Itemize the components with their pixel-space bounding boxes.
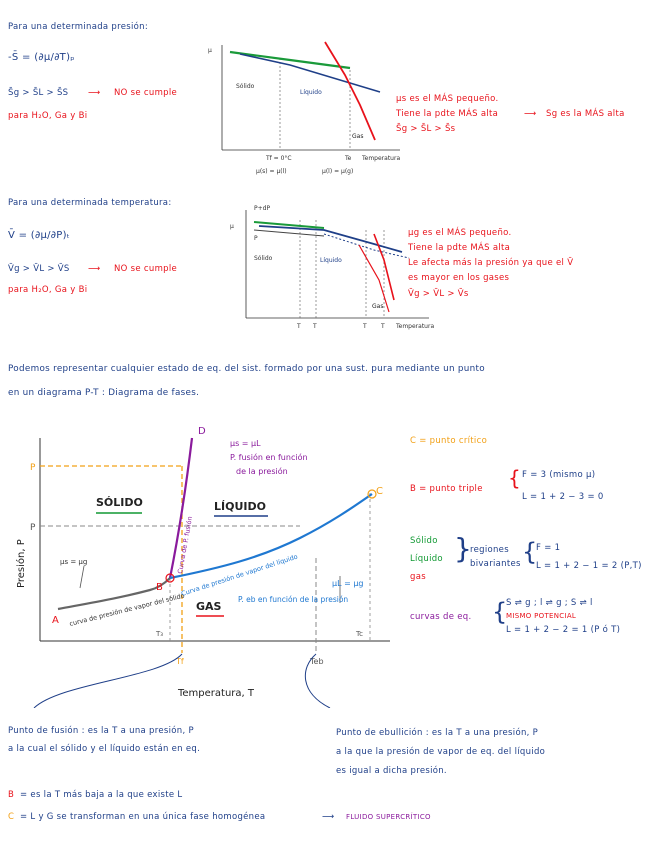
phase-fusion-note3: de la presión — [236, 467, 288, 476]
section2-intro: Para una determinada temperatura: — [8, 198, 172, 208]
plot1-tick-tf: Tf = 0°C — [266, 155, 292, 162]
phase-fusion-curve-label: Curva de P. fusión — [176, 515, 195, 575]
plot2-liquid-label: Líquido — [320, 257, 342, 264]
phase-ylabel: Presión, P — [16, 539, 27, 588]
phase-fusion-note2: P. fusión en función — [230, 453, 308, 462]
section2-not-fulfilled: NO se cumple — [114, 264, 178, 274]
plot1-eq2: μ(l) = μ(g) — [322, 168, 354, 175]
phase-point-d: D — [198, 426, 206, 437]
legend-regions-brace: } — [454, 532, 473, 565]
legend-regions-f: F = 1 — [536, 543, 561, 553]
phase-teb: Teb — [310, 657, 324, 666]
plot1-solid-label: Sólido — [236, 83, 255, 90]
legend-curves-pot: MISMO POTENCIAL — [506, 612, 577, 620]
phase-xlabel: Temperatura, T — [178, 688, 255, 699]
phase-point-c: C — [376, 486, 383, 497]
plot2-tick-4: T — [381, 323, 385, 330]
footer-boil3: es igual a dicha presión. — [336, 766, 447, 776]
section2-exceptions: para H₂O, Ga y Bi — [8, 285, 88, 295]
phase-point-b: B — [156, 582, 163, 593]
mu-vs-t-plot-2 — [224, 200, 444, 340]
mu-vs-t-plot-1 — [200, 40, 410, 180]
section1-intro: Para una determinada presión: — [8, 22, 148, 32]
phase-diagram — [0, 418, 420, 708]
legend-b-f: F = 3 (mismo μ) — [522, 470, 596, 480]
legend-regions-label2: bivariantes — [470, 559, 521, 569]
legend-regions-label1: regiones — [470, 545, 509, 555]
phase-liquid-label: LÍQUIDO — [214, 500, 266, 513]
section1-arrow: ⟶ — [88, 88, 101, 98]
plot2-tick-1: T — [297, 323, 301, 330]
legend-regions-brace2: { — [522, 538, 538, 566]
footer-b-def: = es la T más baja a la que existe L — [20, 790, 183, 800]
paragraph-line2: en un diagrama P-T : Diagrama de fases. — [8, 388, 200, 398]
note2-line5: V̄g > V̄L > V̄s — [408, 289, 469, 299]
phase-p-upper: P — [30, 463, 36, 473]
note1-line1: μs es el MÁS pequeño. — [396, 94, 499, 104]
phase-ml-mg: μL = μg — [332, 579, 364, 588]
paragraph-line1: Podemos representar cualquier estado de eq. del sist. formado por una sust. pura mediante un punto — [8, 364, 485, 374]
legend-b-l: L = 1 + 2 − 3 = 0 — [522, 492, 604, 502]
section1-exceptions: para H₂O, Ga y Bi — [8, 111, 88, 121]
plot2-tick-3: T — [363, 323, 367, 330]
footer-b-letter: B — [8, 790, 15, 800]
phase-ms-mg: μs = μg — [60, 558, 88, 566]
plot1-tick-te: Te — [345, 155, 352, 162]
phase-point-a: A — [52, 615, 59, 626]
note1-arrow: ⟶ — [524, 109, 537, 119]
legend-b-line: B = punto triple — [410, 484, 483, 494]
footer-c-letter: C — [8, 812, 15, 822]
section2-formula: V̄ = (∂μ/∂P)ₜ — [8, 230, 71, 241]
footer-fusion2: a la cual el sólido y el líquido están en eq. — [8, 744, 201, 754]
plot2-p-label: P — [254, 235, 258, 242]
legend-b-brace: { — [508, 466, 522, 490]
plot1-ylabel: μ — [208, 47, 212, 54]
section2-inequality: V̄g > V̄L > V̄S — [8, 264, 70, 274]
note2-line3: Le afecta más la presión ya que el V̄ — [408, 258, 574, 268]
legend-regions-l: L = 1 + 2 − 1 = 2 (P,T) — [536, 561, 642, 571]
plot2-gas-label: Gas — [372, 303, 384, 310]
note1-line2b: Sg es la MÁS alta — [546, 109, 625, 119]
phase-t3: T₃ — [156, 630, 164, 638]
plot1-eq1: μ(s) = μ(l) — [256, 168, 287, 175]
note2-line2: Tiene la pdte MÁS alta — [408, 243, 511, 253]
plot1-xlabel: Temperatura — [362, 155, 401, 162]
phase-gas-label: GAS — [196, 600, 222, 613]
footer-boil1: Punto de ebullición : es la T a una presión, P — [336, 728, 539, 738]
note2-line4: es mayor en los gases — [408, 273, 510, 283]
phase-sublimation-curve-label: curva de presión de vapor del sólido — [68, 591, 186, 628]
legend-curves-label: curvas de eq. — [410, 612, 472, 622]
plot1-liquid-label: Líquido — [300, 89, 322, 96]
note1-line2: Tiene la pdte MÁS alta — [396, 109, 499, 119]
plot2-solid-label: Sólido — [254, 255, 273, 262]
legend-curves-eq: S ⇌ g ; l ⇌ g ; S ⇌ l — [506, 598, 593, 608]
legend-region-gas: gas — [410, 572, 426, 582]
note1-line3: S̄g > S̄L > S̄s — [396, 124, 456, 134]
legend-c-line: C = punto crítico — [410, 436, 488, 446]
plot1-gas-label: Gas — [352, 133, 364, 140]
phase-tc: Tc — [356, 630, 363, 638]
footer-c-result: FLUIDO SUPERCRÍTICO — [346, 813, 431, 821]
phase-fusion-note1: μs = μL — [230, 439, 261, 448]
phase-vapor-curve-label: Curva de presión de vapor del líquido — [180, 552, 299, 598]
plot2-top-label: P+dP — [254, 205, 271, 212]
section1-formula: -S̄ = (∂μ/∂T)ₚ — [8, 52, 75, 63]
section1-inequality: S̄g > S̄L > S̄S — [8, 88, 69, 98]
plot2-tick-2: T — [313, 323, 317, 330]
footer-fusion1: Punto de fusión : es la T a una presión, P — [8, 726, 194, 736]
phase-boiling-note: P. eb en función de la presión — [238, 595, 349, 604]
section2-arrow: ⟶ — [88, 264, 101, 274]
footer-c-def: = L y G se transforman en una única fase homogénea — [20, 812, 266, 822]
legend-region-solid: Sólido — [410, 536, 438, 546]
legend-curves-l: L = 1 + 2 − 2 = 1 (P ó T) — [506, 625, 621, 635]
plot2-ylabel: μ — [230, 223, 234, 230]
phase-solid-label: SÓLIDO — [96, 496, 143, 509]
phase-tf: Tf — [176, 657, 184, 666]
phase-p-mid: P — [30, 523, 36, 533]
plot2-xlabel: Temperatura — [396, 323, 435, 330]
legend-curves-brace: { — [492, 598, 508, 626]
footer-c-arrow: ⟶ — [322, 812, 335, 822]
section1-not-fulfilled: NO se cumple — [114, 88, 178, 98]
legend-region-liquid: Líquido — [410, 554, 443, 564]
note2-line1: μg es el MÁS pequeño. — [408, 228, 512, 238]
footer-boil2: a la que la presión de vapor de eq. del líquido — [336, 747, 546, 757]
